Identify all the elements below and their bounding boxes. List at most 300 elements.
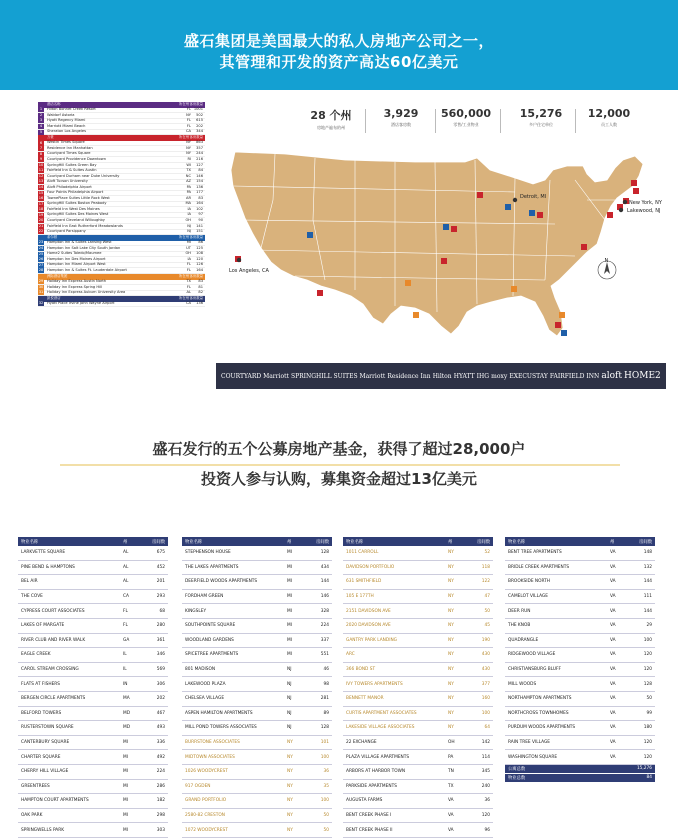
hotel-number: 17 bbox=[38, 201, 44, 206]
hotel-number: 13 bbox=[38, 179, 44, 184]
hotel-state: AL bbox=[186, 290, 191, 295]
fund-property-state: NY bbox=[448, 710, 454, 716]
fund-property-units: 224 bbox=[156, 769, 165, 775]
fund-property-state: NY bbox=[287, 812, 293, 818]
hotel-number: 32 bbox=[38, 301, 44, 306]
hotel-rooms: 344 bbox=[196, 129, 203, 134]
hotel-name: Fairfield Inn & Suites Austin bbox=[47, 168, 97, 173]
fund-row bbox=[18, 619, 168, 634]
hotel-number: 27 bbox=[38, 262, 44, 267]
hotel-name: Courtyard Cleveland Willoughby bbox=[47, 217, 105, 222]
fund-property-units: 346 bbox=[156, 652, 165, 658]
marker-pa bbox=[607, 212, 613, 218]
fund-property-name: MILL POND TOWERS ASSOCIATES bbox=[185, 725, 257, 731]
fund-property-units: 50 bbox=[484, 608, 490, 614]
brand-logo: Residence Inn bbox=[387, 372, 431, 380]
stat-item bbox=[583, 107, 635, 128]
hotel-header-rooms: 客房数量 bbox=[189, 135, 203, 140]
hotel-state: FL bbox=[186, 123, 191, 128]
fund-table-1 bbox=[18, 537, 168, 838]
fund-property-name: SPICETREE APARTMENTS bbox=[185, 652, 239, 658]
fund-property-units: 100 bbox=[643, 637, 652, 643]
fund-property-units: 551 bbox=[320, 652, 329, 658]
marker-ohio-2 bbox=[537, 212, 543, 218]
fund-property-units: 29 bbox=[646, 623, 652, 629]
fund-property-name: STEPHENSON HOUSE bbox=[185, 550, 231, 556]
fund-property-state: IL bbox=[123, 667, 127, 673]
fund-row bbox=[182, 648, 332, 663]
fund-property-state: TX bbox=[448, 783, 454, 789]
fund-property-name: WOODLAND GARDENS bbox=[185, 637, 234, 643]
marker-texas-2 bbox=[413, 312, 419, 318]
hotel-rooms: 863 bbox=[196, 140, 203, 145]
fund-row bbox=[343, 707, 493, 722]
fund-property-state: IL bbox=[123, 652, 127, 658]
fund-row bbox=[18, 707, 168, 722]
fund-property-units: 182 bbox=[156, 798, 165, 804]
fund-property-name: BRIDLE CREEK APARTMENTS bbox=[508, 564, 570, 570]
hotel-rooms: 86 bbox=[198, 240, 203, 245]
hotel-rooms: 164 bbox=[196, 201, 203, 206]
hotel-state: NY bbox=[186, 140, 191, 145]
fund-property-name: GRAND PORTFOLIO bbox=[185, 798, 227, 804]
fund-property-units: 98 bbox=[323, 681, 329, 687]
fund-row bbox=[505, 750, 655, 765]
fund-row bbox=[18, 677, 168, 692]
pin-ny bbox=[623, 200, 627, 204]
hotel-number: 12 bbox=[38, 173, 44, 178]
hotel-rooms: 177 bbox=[196, 190, 203, 195]
fund-row bbox=[18, 736, 168, 751]
fund-property-units: 377 bbox=[481, 681, 490, 687]
hotel-name: Waldorf Astoria bbox=[47, 112, 75, 117]
marker-iowa-2 bbox=[451, 226, 457, 232]
marker-iowa-1 bbox=[443, 224, 449, 230]
hotel-number: 24 bbox=[38, 246, 44, 250]
hotel-row bbox=[38, 302, 205, 308]
fund-row bbox=[182, 780, 332, 795]
fund-row bbox=[343, 794, 493, 809]
hotel-rooms: 151 bbox=[196, 229, 203, 234]
fund-property-state: NY bbox=[448, 696, 454, 702]
fund-property-units: 467 bbox=[156, 710, 165, 716]
fund-property-state: MA bbox=[123, 696, 130, 702]
hotel-name: Courtyard Providence Downtown bbox=[47, 156, 106, 161]
fund-row bbox=[182, 736, 332, 751]
hotel-header-state: 所在州 bbox=[178, 135, 189, 140]
hotel-rooms: 82 bbox=[198, 290, 203, 295]
fund-property-state: NJ bbox=[287, 696, 292, 702]
fund-row bbox=[18, 692, 168, 707]
fund-row bbox=[343, 634, 493, 649]
fund-header-name: 物业名称 bbox=[21, 539, 39, 545]
fund-property-units: 50 bbox=[646, 696, 652, 702]
hotel-state: UT bbox=[186, 245, 191, 250]
fund-property-state: MI bbox=[287, 594, 292, 600]
fund-property-name: BEL AIR bbox=[21, 579, 38, 585]
fund-header-units: 房间数 bbox=[477, 539, 490, 545]
fund-property-units: 45 bbox=[484, 623, 490, 629]
hotel-name: SpringHill Suites Boston Peabody bbox=[47, 201, 107, 206]
fund-property-units: 132 bbox=[643, 564, 652, 570]
fund-property-units: 190 bbox=[481, 637, 490, 643]
marker-florida-3 bbox=[561, 330, 567, 336]
stat-divider bbox=[575, 109, 576, 133]
fund-row bbox=[343, 765, 493, 780]
hotel-number: 11 bbox=[38, 168, 44, 173]
fund-property-state: VA bbox=[610, 710, 616, 716]
hotel-name: Courtyard Durham near Duke University bbox=[47, 173, 120, 178]
fund-property-units: 100 bbox=[320, 754, 329, 760]
fund-property-state: FL bbox=[123, 608, 128, 614]
fund-property-name: CYPRESS COURT ASSOCIATES bbox=[21, 608, 85, 614]
marker-ma bbox=[631, 180, 637, 186]
header-banner bbox=[0, 0, 678, 90]
hotel-rooms: 136 bbox=[196, 184, 203, 189]
fund-property-units: 144 bbox=[320, 579, 329, 585]
fund-property-name: BURRSTONE ASSOCIATES bbox=[185, 740, 240, 746]
fund-property-state: NY bbox=[448, 608, 454, 614]
hotel-name: Hampton Inn & Suites Lansing West bbox=[47, 240, 112, 245]
hotel-name: Hyatt Regency Miami bbox=[47, 118, 86, 123]
marker-texas-1 bbox=[405, 280, 411, 286]
hotel-header-state: 所在州 bbox=[178, 296, 189, 301]
hotel-rooms: 83 bbox=[198, 195, 203, 200]
fund-row bbox=[505, 663, 655, 678]
fund-property-name: LAKESIDE VILLAGE ASSOCIATES bbox=[346, 725, 415, 731]
fund-property-state: MI bbox=[287, 608, 292, 614]
brand-logo: IHG bbox=[476, 372, 490, 380]
fund-property-name: FORDHAM GREEN bbox=[185, 594, 224, 600]
fund-property-state: NJ bbox=[287, 667, 292, 673]
stat-value: 560,000 bbox=[440, 107, 492, 120]
hotel-name: SpringHill Suites Des Moines West bbox=[47, 212, 109, 217]
fund-row bbox=[182, 721, 332, 736]
fund-property-name: 2151 DAVIDSON AVE bbox=[346, 608, 391, 614]
hotel-number: 10 bbox=[38, 162, 44, 167]
fund-property-state: NY bbox=[287, 798, 293, 804]
fund-row bbox=[18, 809, 168, 824]
stat-value: 12,000 bbox=[587, 107, 631, 120]
fund-property-units: 46 bbox=[323, 667, 329, 673]
fund-property-units: 142 bbox=[481, 740, 490, 746]
fund-property-name: LARKVETTE SQUARE bbox=[21, 550, 66, 556]
hotel-state: TX bbox=[186, 168, 191, 173]
fund-property-units: 148 bbox=[643, 550, 652, 556]
hotel-state: FL bbox=[186, 118, 191, 123]
fund-property-name: 105 E 177TH bbox=[346, 594, 374, 600]
fund-header-name: 物业名称 bbox=[185, 539, 203, 545]
brand-logo: moxy bbox=[491, 372, 508, 380]
marker-utah bbox=[307, 232, 313, 238]
hotel-rooms: 244 bbox=[196, 151, 203, 156]
fund-property-name: DAVIDSON PORTFOLIO bbox=[346, 564, 395, 570]
fund-property-units: 361 bbox=[156, 637, 165, 643]
fund-property-state: MI bbox=[123, 783, 128, 789]
hotel-state: AZ bbox=[186, 179, 191, 184]
hotel-name: Home2 Suites Toledo/Maumee bbox=[47, 251, 102, 256]
fund-property-state: NY bbox=[448, 564, 454, 570]
fund-row bbox=[343, 604, 493, 619]
hotel-state: RI bbox=[187, 156, 191, 161]
hotel-state: FL bbox=[186, 284, 191, 289]
brand-strip bbox=[216, 363, 666, 389]
fund-row bbox=[343, 590, 493, 605]
fund-property-state: NY bbox=[448, 652, 454, 658]
fund-property-state: MI bbox=[123, 769, 128, 775]
fund-property-units: 128 bbox=[643, 681, 652, 687]
hotel-name: Hampton Inn Miami Airport West bbox=[47, 262, 106, 267]
fund-property-units: 345 bbox=[481, 769, 490, 775]
hotel-name: TownePlace Suites Little Rock West bbox=[47, 195, 110, 200]
hotel-header-state: 所在州 bbox=[178, 273, 189, 278]
hotel-header-state: 所在州 bbox=[178, 235, 189, 240]
hotel-name: Aloft Tucson University bbox=[47, 179, 88, 184]
fund-row bbox=[505, 546, 655, 561]
fund-header bbox=[343, 537, 493, 546]
fund-property-state: NY bbox=[448, 550, 454, 556]
fund-row bbox=[343, 561, 493, 576]
fund-row bbox=[18, 823, 168, 838]
fund-property-name: BELFORD TOWERS bbox=[21, 710, 62, 716]
hotel-header-rooms: 客房数量 bbox=[189, 296, 203, 301]
fund-property-name: BENNETT MANOR bbox=[346, 696, 384, 702]
fund-property-units: 201 bbox=[156, 579, 165, 585]
fund-property-units: 160 bbox=[481, 696, 490, 702]
fund-property-name: PINE BEND & HAMPTONS bbox=[21, 564, 75, 570]
fund-property-name: CURTIS APARTMENT ASSOCIATES bbox=[346, 710, 417, 716]
fund-property-units: 281 bbox=[320, 696, 329, 702]
fund-header-name: 物业名称 bbox=[508, 539, 526, 545]
fund-property-units: 336 bbox=[156, 740, 165, 746]
fund-row bbox=[505, 619, 655, 634]
fund-property-state: MI bbox=[287, 652, 292, 658]
hotel-state: AR bbox=[186, 195, 191, 200]
hotel-state: NC bbox=[185, 173, 191, 178]
fund-property-units: 120 bbox=[643, 754, 652, 760]
fund-total-label: 物业总数 bbox=[508, 775, 526, 781]
fund-property-state: MI bbox=[287, 550, 292, 556]
fund-property-name: GREENTREES bbox=[21, 783, 50, 789]
fund-row bbox=[343, 663, 493, 678]
hotel-name: Marriott Miami Beach bbox=[47, 123, 86, 128]
fund-property-state: PA bbox=[448, 754, 454, 760]
fund-row bbox=[18, 721, 168, 736]
fund-property-name: ARC bbox=[346, 652, 355, 658]
fund-property-units: 492 bbox=[156, 754, 165, 760]
fund-property-name: HAMPTON COURT APARTMENTS bbox=[21, 798, 89, 804]
fund-property-state: TN bbox=[448, 769, 454, 775]
hotel-rooms: 146 bbox=[196, 173, 203, 178]
hotel-rooms: 202 bbox=[196, 123, 203, 128]
hotel-name: Westin Times Square bbox=[47, 140, 85, 145]
fund-row bbox=[343, 721, 493, 736]
hotel-number: 19 bbox=[38, 212, 44, 217]
fund-row bbox=[182, 634, 332, 649]
fund-total-label: 公寓总数 bbox=[508, 766, 526, 772]
hotel-state: OH bbox=[185, 251, 191, 256]
brand-logo: EXECUSTAY bbox=[509, 372, 548, 380]
fund-property-units: 337 bbox=[320, 637, 329, 643]
fund-property-state: VA bbox=[610, 652, 616, 658]
hotel-rooms: 81 bbox=[198, 284, 203, 289]
marker-michigan bbox=[505, 204, 511, 210]
fund-row bbox=[505, 736, 655, 751]
hotel-number: 21 bbox=[38, 223, 44, 228]
hotel-number: 1 bbox=[39, 107, 43, 112]
marker-florida-2 bbox=[555, 322, 561, 328]
hotel-number: 20 bbox=[38, 218, 44, 223]
hotel-name: Hampton Inn & Suites Ft. Lauderdale Airport bbox=[47, 267, 127, 272]
fund-property-state: NY bbox=[448, 667, 454, 673]
hotel-number: 14 bbox=[38, 184, 44, 189]
fund-row bbox=[505, 677, 655, 692]
fund-property-units: 452 bbox=[156, 564, 165, 570]
fund-property-units: 298 bbox=[156, 812, 165, 818]
label-la: Los Angeles, CA bbox=[229, 268, 269, 274]
hotel-name: Sheraton Los Angeles bbox=[47, 129, 86, 134]
hotel-state: FL bbox=[186, 267, 191, 272]
fund-property-units: 328 bbox=[320, 608, 329, 614]
hotel-state: NY bbox=[186, 112, 191, 117]
fund-header bbox=[505, 537, 655, 546]
fund-property-units: 100 bbox=[320, 798, 329, 804]
fund-row bbox=[343, 750, 493, 765]
fund-row bbox=[18, 575, 168, 590]
stat-divider bbox=[435, 109, 436, 133]
fund-row bbox=[505, 575, 655, 590]
fund-property-units: 224 bbox=[320, 623, 329, 629]
stat-item bbox=[375, 107, 427, 128]
fund-property-units: 144 bbox=[643, 579, 652, 585]
hotel-rooms: 141 bbox=[196, 223, 203, 228]
fund-property-state: NJ bbox=[287, 710, 292, 716]
fund-property-name: RIVER CLUB AND RIVER WALK bbox=[21, 637, 86, 643]
fund-property-name: DEER RUN bbox=[508, 608, 531, 614]
fund-property-name: BENT CREEK PHASE I bbox=[346, 812, 392, 818]
hotel-number: 8 bbox=[39, 151, 43, 156]
heading-underline bbox=[60, 464, 620, 466]
fund-row bbox=[505, 634, 655, 649]
hotel-number: 18 bbox=[38, 207, 44, 212]
fund-property-units: 144 bbox=[643, 608, 652, 614]
hotel-header-name: 希尔顿 bbox=[47, 235, 58, 240]
fund-property-units: 675 bbox=[156, 550, 165, 556]
hotel-rooms: 357 bbox=[196, 145, 203, 150]
fund-property-name: RIDGEWOOD VILLAGE bbox=[508, 652, 556, 658]
funds-heading-line-1: 盛石发行的五个公募房地产基金，获得了超过28,000户 bbox=[152, 440, 526, 458]
fund-property-state: MI bbox=[287, 579, 292, 585]
fund-property-name: CHARTER SQUARE bbox=[21, 754, 61, 760]
compass-icon bbox=[598, 258, 616, 279]
hotel-number: 26 bbox=[38, 257, 44, 262]
fund-property-units: 493 bbox=[156, 725, 165, 731]
fund-property-name: RUSTERSTOWN SQUARE bbox=[21, 725, 74, 731]
fund-table-2 bbox=[182, 537, 332, 838]
fund-property-units: 293 bbox=[156, 594, 165, 600]
marker-alabama bbox=[511, 286, 517, 292]
brand-logo: FAIRFIELD INN bbox=[549, 372, 600, 380]
fund-property-state: NY bbox=[448, 623, 454, 629]
hotel-number: 23 bbox=[38, 240, 44, 245]
fund-header-name: 物业名称 bbox=[346, 539, 364, 545]
fund-property-state: GA bbox=[123, 637, 130, 643]
fund-total-value: 15,276 bbox=[636, 766, 652, 772]
hotel-name: Courtyard Parsippany bbox=[47, 229, 86, 234]
fund-row bbox=[182, 823, 332, 838]
fund-property-name: 801 MADISON bbox=[185, 667, 216, 673]
fund-property-units: 122 bbox=[481, 579, 490, 585]
fund-property-name: IVY TOWERS APARTMENTS bbox=[346, 681, 403, 687]
brand-logo: HOME2 bbox=[624, 371, 661, 381]
hotel-number: 30 bbox=[38, 284, 44, 289]
hotel-state: FL bbox=[186, 262, 191, 267]
fund-row bbox=[18, 561, 168, 576]
hotel-number: 4 bbox=[39, 123, 43, 128]
fund-property-units: 120 bbox=[643, 667, 652, 673]
hotel-name: Residence Inn Manhattan bbox=[47, 145, 93, 150]
fund-property-state: VA bbox=[610, 594, 616, 600]
marker-nc bbox=[581, 244, 587, 250]
fund-row bbox=[343, 575, 493, 590]
fund-row bbox=[505, 648, 655, 663]
fund-row bbox=[505, 692, 655, 707]
fund-property-units: 434 bbox=[320, 564, 329, 570]
hotel-rooms: 615 bbox=[196, 118, 203, 123]
fund-property-name: 22 EXCHANGE bbox=[346, 740, 377, 746]
pin-la bbox=[237, 258, 241, 262]
hotel-number: 25 bbox=[38, 251, 44, 256]
hotel-list bbox=[38, 102, 205, 390]
fund-property-name: LAKEWOOD PLAZA bbox=[185, 681, 226, 687]
fund-row bbox=[18, 590, 168, 605]
us-map bbox=[215, 140, 660, 360]
fund-property-name: CHRISTIANSBURG BLUFF bbox=[508, 667, 561, 673]
hotel-state: CA bbox=[186, 301, 191, 306]
fund-property-units: 120 bbox=[643, 740, 652, 746]
hotel-rooms: 136 bbox=[196, 301, 203, 306]
hotel-number: 15 bbox=[38, 190, 44, 195]
fund-header bbox=[18, 537, 168, 546]
fund-property-state: NY bbox=[448, 594, 454, 600]
hotel-rooms: 125 bbox=[196, 245, 203, 250]
fund-property-state: VA bbox=[610, 696, 616, 702]
hotel-state: NJ bbox=[187, 229, 191, 234]
fund-property-units: 128 bbox=[320, 550, 329, 556]
fund-total-value: 84 bbox=[646, 775, 652, 781]
fund-property-units: 146 bbox=[320, 594, 329, 600]
hotel-state: WI bbox=[186, 162, 191, 167]
hotel-state: PA bbox=[186, 184, 191, 189]
fund-property-units: 68 bbox=[159, 608, 165, 614]
fund-property-units: 96 bbox=[484, 827, 490, 833]
fund-property-units: 36 bbox=[484, 798, 490, 804]
fund-property-name: NORTHAMPTON APARTMENTS bbox=[508, 696, 572, 702]
fund-row bbox=[182, 663, 332, 678]
fund-property-state: VA bbox=[610, 564, 616, 570]
fund-header-state: 州 bbox=[610, 539, 615, 545]
fund-row bbox=[182, 677, 332, 692]
hotel-header-rooms: 客房数量 bbox=[189, 235, 203, 240]
fund-property-state: NJ bbox=[287, 681, 292, 687]
label-lakewood: Lakewood, NJ bbox=[627, 208, 661, 214]
fund-property-state: VA bbox=[610, 667, 616, 673]
stat-item bbox=[440, 107, 492, 128]
hotel-name: SpringHill Suites Green Bay bbox=[47, 162, 97, 167]
fund-property-name: DEERFIELD WOODS APARTMENTS bbox=[185, 579, 258, 585]
hotel-name: Fairfield Inn East Rutherford Meadowlands bbox=[47, 223, 123, 228]
fund-property-state: VA bbox=[610, 550, 616, 556]
